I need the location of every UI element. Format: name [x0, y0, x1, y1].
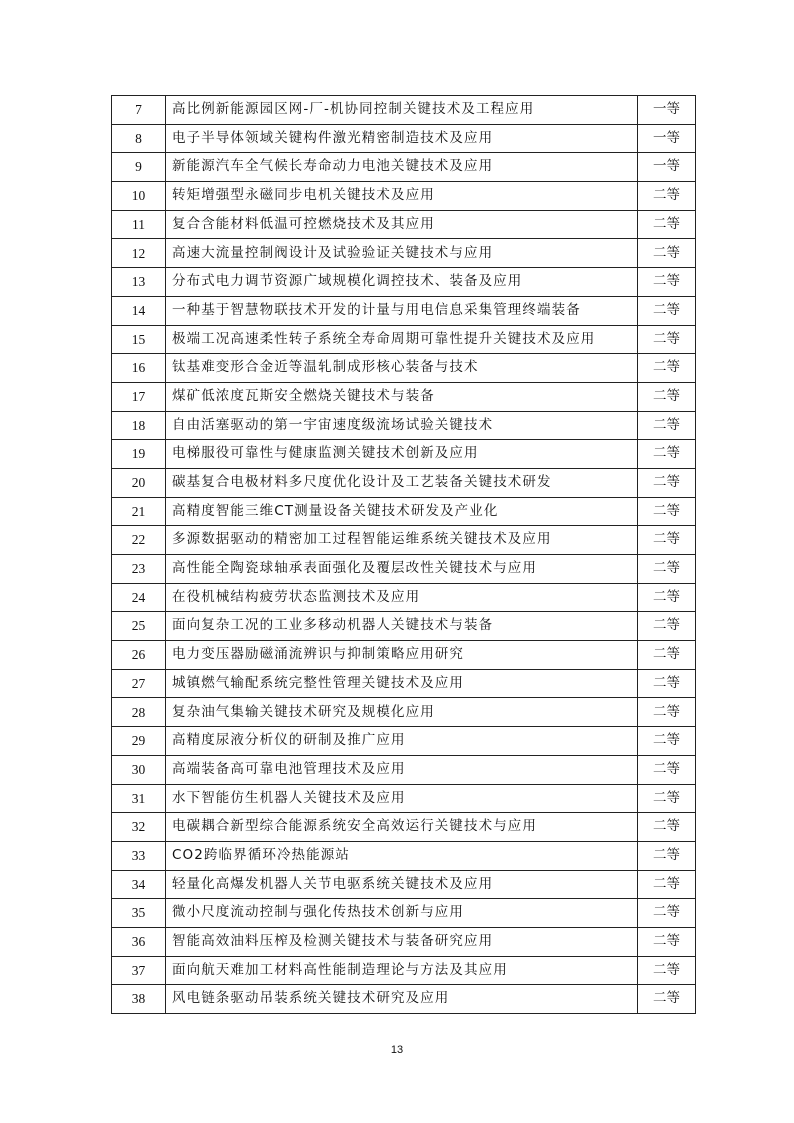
- award-level-cell: 二等: [638, 669, 696, 698]
- table-row: [112, 153, 696, 182]
- award-level-cell: 一等: [638, 96, 696, 125]
- award-level-cell: 二等: [638, 985, 696, 1014]
- row-number-cell: 23: [112, 555, 166, 584]
- table-row: [112, 899, 696, 928]
- award-level-cell: 二等: [638, 899, 696, 928]
- award-level-cell: 二等: [638, 956, 696, 985]
- project-name-cell: 高精度尿液分析仪的研制及推广应用: [166, 727, 638, 756]
- project-name-cell: 转矩增强型永磁同步电机关键技术及应用: [166, 182, 638, 211]
- table-row: [112, 268, 696, 297]
- award-level-cell: 二等: [638, 440, 696, 469]
- project-name-cell: 电梯服役可靠性与健康监测关键技术创新及应用: [166, 440, 638, 469]
- table-row: [112, 411, 696, 440]
- table-row: [112, 956, 696, 985]
- award-level-cell: 二等: [638, 555, 696, 584]
- row-number-cell: 28: [112, 698, 166, 727]
- project-name-cell: 复合含能材料低温可控燃烧技术及其应用: [166, 210, 638, 239]
- row-number-cell: 33: [112, 841, 166, 870]
- table-row: [112, 239, 696, 268]
- table-row: [112, 182, 696, 211]
- award-level-cell: 二等: [638, 927, 696, 956]
- project-name-cell: 高性能全陶瓷球轴承表面强化及覆层改性关键技术与应用: [166, 555, 638, 584]
- row-number-cell: 12: [112, 239, 166, 268]
- table-row: [112, 755, 696, 784]
- project-name-cell: 电力变压器励磁涌流辨识与抑制策略应用研究: [166, 641, 638, 670]
- project-name-cell: 城镇燃气输配系统完整性管理关键技术及应用: [166, 669, 638, 698]
- award-level-cell: 二等: [638, 641, 696, 670]
- award-level-cell: 二等: [638, 239, 696, 268]
- award-level-cell: 二等: [638, 526, 696, 555]
- award-level-cell: 二等: [638, 870, 696, 899]
- row-number-cell: 18: [112, 411, 166, 440]
- table-row: [112, 440, 696, 469]
- project-name-cell: 高速大流量控制阀设计及试验验证关键技术与应用: [166, 239, 638, 268]
- award-level-cell: 二等: [638, 612, 696, 641]
- award-level-cell: 二等: [638, 727, 696, 756]
- project-name-cell: 碳基复合电极材料多尺度优化设计及工艺装备关键技术研发: [166, 468, 638, 497]
- award-level-cell: 二等: [638, 784, 696, 813]
- row-number-cell: 36: [112, 927, 166, 956]
- row-number-cell: 11: [112, 210, 166, 239]
- row-number-cell: 8: [112, 124, 166, 153]
- row-number-cell: 21: [112, 497, 166, 526]
- award-level-cell: 一等: [638, 153, 696, 182]
- award-level-cell: 一等: [638, 124, 696, 153]
- row-number-cell: 10: [112, 182, 166, 211]
- row-number-cell: 15: [112, 325, 166, 354]
- project-name-cell: 智能高效油料压榨及检测关键技术与装备研究应用: [166, 927, 638, 956]
- table-row: [112, 985, 696, 1014]
- award-level-cell: 二等: [638, 182, 696, 211]
- row-number-cell: 9: [112, 153, 166, 182]
- project-name-cell: 面向航天难加工材料高性能制造理论与方法及其应用: [166, 956, 638, 985]
- page-number: 13: [390, 1044, 404, 1056]
- table-row: [112, 354, 696, 383]
- project-name-cell: 风电链条驱动吊装系统关键技术研究及应用: [166, 985, 638, 1014]
- project-name-cell: 高比例新能源园区网-厂-机协同控制关键技术及工程应用: [166, 96, 638, 125]
- project-name-cell: 新能源汽车全气候长寿命动力电池关键技术及应用: [166, 153, 638, 182]
- table-row: [112, 870, 696, 899]
- project-name-cell: 高端装备高可靠电池管理技术及应用: [166, 755, 638, 784]
- project-name-cell: 煤矿低浓度瓦斯安全燃烧关键技术与装备: [166, 382, 638, 411]
- project-name-cell: 水下智能仿生机器人关键技术及应用: [166, 784, 638, 813]
- project-name-cell: 高精度智能三维CT测量设备关键技术研发及产业化: [166, 497, 638, 526]
- project-name-cell: 轻量化高爆发机器人关节电驱系统关键技术及应用: [166, 870, 638, 899]
- award-level-cell: 二等: [638, 698, 696, 727]
- project-name-cell: CO2跨临界循环冷热能源站: [166, 841, 638, 870]
- table-row: [112, 96, 696, 125]
- table-row: [112, 124, 696, 153]
- project-name-cell: 钛基难变形合金近等温轧制成形核心装备与技术: [166, 354, 638, 383]
- project-name-cell: 多源数据驱动的精密加工过程智能运维系统关键技术及应用: [166, 526, 638, 555]
- table-row: [112, 813, 696, 842]
- row-number-cell: 31: [112, 784, 166, 813]
- table-row: [112, 784, 696, 813]
- table-row: [112, 841, 696, 870]
- award-level-cell: 二等: [638, 296, 696, 325]
- table-row: [112, 727, 696, 756]
- award-level-cell: 二等: [638, 813, 696, 842]
- row-number-cell: 38: [112, 985, 166, 1014]
- award-level-cell: 二等: [638, 841, 696, 870]
- award-level-cell: 二等: [638, 325, 696, 354]
- row-number-cell: 32: [112, 813, 166, 842]
- award-table: [111, 95, 696, 1014]
- award-level-cell: 二等: [638, 468, 696, 497]
- award-table-body: [112, 96, 696, 1014]
- table-row: [112, 583, 696, 612]
- table-row: [112, 612, 696, 641]
- project-name-cell: 分布式电力调节资源广域规模化调控技术、装备及应用: [166, 268, 638, 297]
- row-number-cell: 22: [112, 526, 166, 555]
- row-number-cell: 25: [112, 612, 166, 641]
- table-row: [112, 325, 696, 354]
- table-row: [112, 555, 696, 584]
- row-number-cell: 7: [112, 96, 166, 125]
- award-level-cell: 二等: [638, 411, 696, 440]
- table-row: [112, 669, 696, 698]
- award-level-cell: 二等: [638, 382, 696, 411]
- project-name-cell: 电碳耦合新型综合能源系统安全高效运行关键技术与应用: [166, 813, 638, 842]
- row-number-cell: 13: [112, 268, 166, 297]
- project-name-cell: 一种基于智慧物联技术开发的计量与用电信息采集管理终端装备: [166, 296, 638, 325]
- table-row: [112, 210, 696, 239]
- award-level-cell: 二等: [638, 210, 696, 239]
- row-number-cell: 34: [112, 870, 166, 899]
- project-name-cell: 极端工况高速柔性转子系统全寿命周期可靠性提升关键技术及应用: [166, 325, 638, 354]
- award-level-cell: 二等: [638, 583, 696, 612]
- award-level-cell: 二等: [638, 497, 696, 526]
- row-number-cell: 14: [112, 296, 166, 325]
- row-number-cell: 35: [112, 899, 166, 928]
- project-name-cell: 微小尺度流动控制与强化传热技术创新与应用: [166, 899, 638, 928]
- table-row: [112, 698, 696, 727]
- row-number-cell: 24: [112, 583, 166, 612]
- row-number-cell: 17: [112, 382, 166, 411]
- table-row: [112, 382, 696, 411]
- table-row: [112, 927, 696, 956]
- row-number-cell: 26: [112, 641, 166, 670]
- row-number-cell: 27: [112, 669, 166, 698]
- row-number-cell: 30: [112, 755, 166, 784]
- award-level-cell: 二等: [638, 268, 696, 297]
- table-row: [112, 497, 696, 526]
- row-number-cell: 19: [112, 440, 166, 469]
- project-name-cell: 复杂油气集输关键技术研究及规模化应用: [166, 698, 638, 727]
- row-number-cell: 37: [112, 956, 166, 985]
- project-name-cell: 在役机械结构疲劳状态监测技术及应用: [166, 583, 638, 612]
- award-level-cell: 二等: [638, 354, 696, 383]
- award-level-cell: 二等: [638, 755, 696, 784]
- project-name-cell: 面向复杂工况的工业多移动机器人关键技术与装备: [166, 612, 638, 641]
- project-name-cell: 电子半导体领域关键构件激光精密制造技术及应用: [166, 124, 638, 153]
- row-number-cell: 16: [112, 354, 166, 383]
- row-number-cell: 20: [112, 468, 166, 497]
- table-row: [112, 296, 696, 325]
- table-row: [112, 468, 696, 497]
- table-row: [112, 526, 696, 555]
- table-row: [112, 641, 696, 670]
- project-name-cell: 自由活塞驱动的第一宇宙速度级流场试验关键技术: [166, 411, 638, 440]
- row-number-cell: 29: [112, 727, 166, 756]
